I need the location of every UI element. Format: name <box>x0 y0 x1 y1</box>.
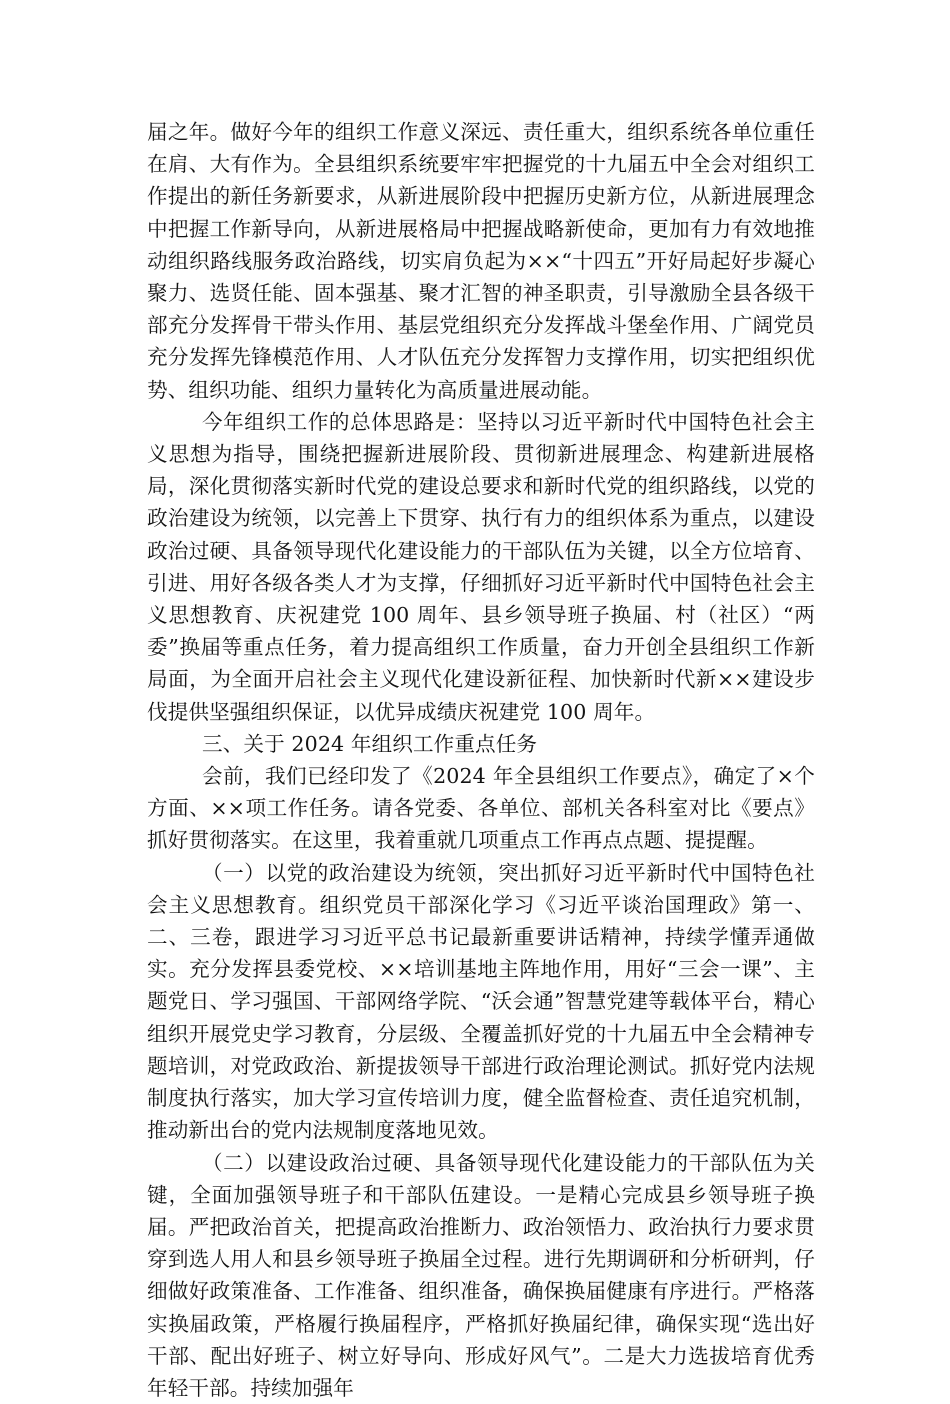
paragraph-item-two: （二）以建设政治过硬、具备领导现代化建设能力的干部队伍为关键，全面加强领导班子和干部队伍建设。一是精心完成县乡领导班子换届。严把政治首关，把提高政治推断力、政治领悟力、政治执行力要求贯穿到选人用人和县乡领导班子换届全过程。进行先期调研和分析研判，仔细做好政策准备、工作准备、组织准备，确保换届健康有序进行。严格落实换届政策，严格履行换届程序，严格抓好换届纪律，确保实现“选出好干部、配出好班子、树立好导向、形成好风气”。二是大力选拔培育优秀年轻干部。持续加强年 <box>147 1147 815 1404</box>
paragraph-overall-approach: 今年组织工作的总体思路是：坚持以习近平新时代中国特色社会主义思想为指导，围绕把握新进展阶段、贯彻新进展理念、构建新进展格局，深化贯彻落实新时代党的建设总要求和新时代党的组织路线，以党的政治建设为统领，以完善上下贯穿、执行有力的组织体系为重点，以建设政治过硬、具备领导现代化建设能力的干部队伍为关键，以全方位培育、引进、用好各级各类人才为支撑，仔细抓好习近平新时代中国特色社会主义思想教育、庆祝建党 100 周年、县乡领导班子换届、村（社区）“两委”换届等重点任务，着力提高组织工作质量，奋力开创全县组织工作新局面，为全面开启社会主义现代化建设新征程、加快新时代新××建设步伐提供坚强组织保证，以优异成绩庆祝建党 100 周年。 <box>147 406 815 728</box>
paragraph-meeting-intro: 会前，我们已经印发了《2024 年全县组织工作要点》，确定了×个方面、××项工作任务。请各党委、各单位、部机关各科室对比《要点》抓好贯彻落实。在这里，我着重就几项重点工作再点点题、提提醒。 <box>147 760 815 857</box>
paragraph-continuation: 届之年。做好今年的组织工作意义深远、责任重大，组织系统各单位重任在肩、大有作为。全县组织系统要牢牢把握党的十九届五中全会对组织工作提出的新任务新要求，从新进展阶段中把握历史新方位，从新进展理念中把握工作新导向，从新进展格局中把握战略新使命，更加有力有效地推动组织路线服务政治路线，切实肩负起为××“十四五”开好局起好步凝心聚力、选贤任能、固本强基、聚才汇智的神圣职责，引导激励全县各级干部充分发挥骨干带头作用、基层党组织充分发挥战斗堡垒作用、广阔党员充分发挥先锋模范作用、人才队伍充分发挥智力支撑作用，切实把组织优势、组织功能、组织力量转化为高质量进展动能。 <box>147 116 815 406</box>
paragraph-item-one: （一）以党的政治建设为统领，突出抓好习近平新时代中国特色社会主义思想教育。组织党员干部深化学习《习近平谈治国理政》第一、二、三卷，跟进学习习近平总书记最新重要讲话精神，持续学懂弄通做实。充分发挥县委党校、××培训基地主阵地作用，用好“三会一课”、主题党日、学习强国、干部网络学院、“沃会通”智慧党建等载体平台，精心组织开展党史学习教育，分层级、全覆盖抓好党的十九届五中全会精神专题培训，对党政政治、新提拔领导干部进行政治理论测试。抓好党内法规制度执行落实，加大学习宣传培训力度，健全监督检查、责任追究机制，推动新出台的党内法规制度落地见效。 <box>147 857 815 1147</box>
section-heading-key-tasks: 三、关于 2024 年组织工作重点任务 <box>147 728 815 760</box>
document-body <box>147 116 815 1404</box>
